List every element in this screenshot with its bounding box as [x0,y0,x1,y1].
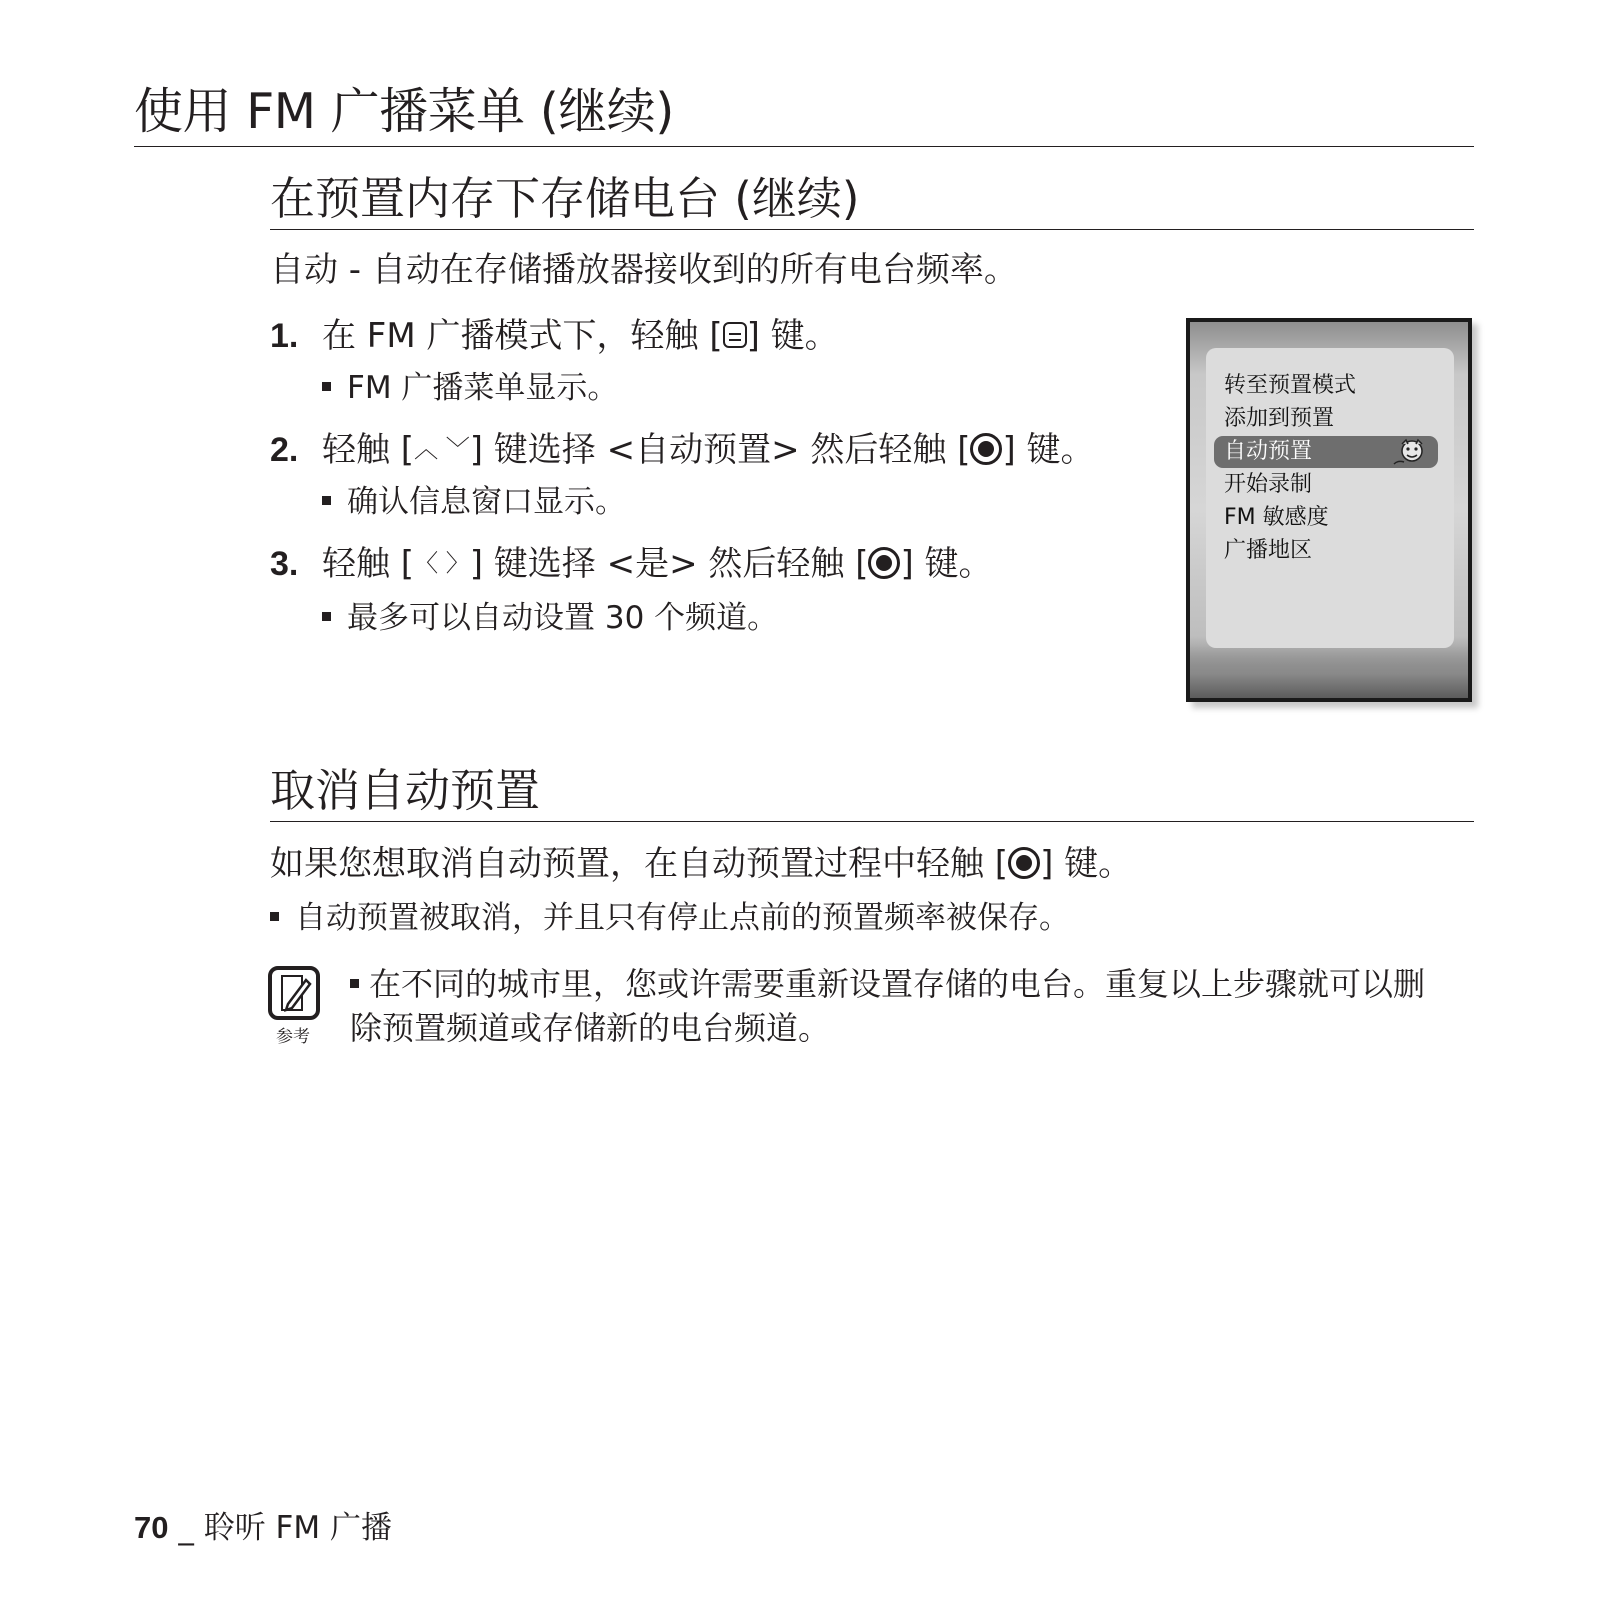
step-1 [270,314,839,358]
ok-key-icon [868,547,900,579]
menu-key-icon [723,322,747,348]
mascot-icon [1388,436,1432,468]
section-title-store-preset: 在预置内存下存储电台 (继续) [270,172,860,225]
step-2-note [322,482,626,522]
footer-section: _ 聆听 FM 广播 [168,1510,392,1546]
device-menu-item: 开始录制 [1224,472,1313,497]
bullet-icon [322,382,331,391]
step-text: 轻触 [ [322,430,415,470]
step-text: ] 键。 [900,544,993,584]
title-divider [134,146,1474,147]
section-title-cancel-auto-preset: 取消自动预置 [270,764,541,817]
tip-line-2: 除预置频道或存储新的电台频道。 [350,1009,831,1047]
bullet-icon [322,496,331,505]
step-text: 轻触 [ [322,544,415,584]
device-menu-item-selected [1214,436,1438,468]
step-number: 1. [270,317,299,355]
step-2 [270,428,1095,474]
step-text: ] 键。 [1002,430,1095,470]
step-1-note [322,368,618,408]
note-text: 最多可以自动设置 30 个频道。 [347,600,779,636]
device-menu-item-label: 自动预置 [1224,439,1313,464]
device-menu-item: FM 敏感度 [1224,505,1329,530]
page-title: 使用 FM 广播菜单 (继续) [134,83,674,140]
note-label: 参考 [276,1027,310,1047]
section-divider [270,229,1474,230]
bullet-icon [322,612,331,621]
up-down-key-icon: ︿ ﹀ [414,434,470,463]
step-text: 在 FM 广播模式下，轻触 [ [322,316,723,356]
step-3-note [322,598,778,638]
step-text: ] 键。 [746,316,839,356]
note-text: FM 广播菜单显示。 [347,370,619,406]
note-text: 确认信息窗口显示。 [347,484,626,520]
note-text: 自动预置被取消，并且只有停止点前的预置频率被保存。 [295,900,1070,936]
device-menu-panel [1206,348,1454,648]
step-3 [270,542,993,588]
pencil-icon [272,970,316,1016]
ok-key-icon [970,433,1002,465]
note-icon [268,966,320,1020]
bullet-icon [270,912,279,921]
page-number: 70 [134,1510,169,1545]
intro-auto: 自动 - 自动在存储播放器接收到的所有电台频率。 [270,250,1018,290]
device-menu-item: 转至预置模式 [1224,373,1357,398]
bullet-icon [350,979,359,988]
ok-key-icon [1008,847,1040,879]
tip-line-1 [350,962,1425,1006]
instruction-text: 如果您想取消自动预置，在自动预置过程中轻触 [ [270,844,1009,884]
instruction-text: ] 键。 [1040,844,1133,884]
tip-text: 在不同的城市里，您或许需要重新设置存储的电台。重复以上步骤就可以删 [369,965,1426,1003]
page-footer [134,1508,392,1548]
cancel-note [270,898,1070,938]
step-number: 2. [270,431,299,469]
left-right-key-icon: 〈 〉 [414,548,470,577]
device-screen [1186,318,1472,702]
cancel-instruction [270,842,1132,886]
section-divider [270,821,1474,822]
step-text: ] 键选择 <是> 然后轻触 [ [469,544,869,584]
device-menu-item: 添加到预置 [1224,406,1335,431]
device-menu-item: 广播地区 [1224,538,1313,563]
step-text: ] 键选择 <自动预置> 然后轻触 [ [469,430,971,470]
step-number: 3. [270,545,299,583]
